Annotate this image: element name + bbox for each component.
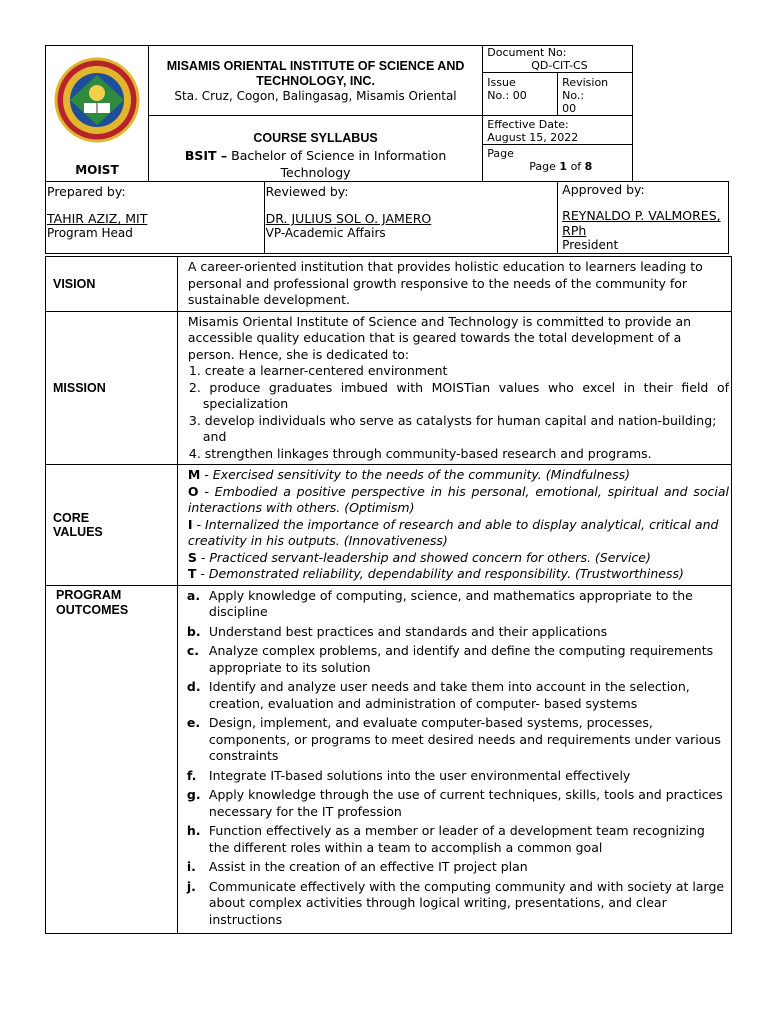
core-value-text: - Internalized the importance of research and able to display analytical, critical and creativity in his outputs. (Innovativeness)	[187, 516, 719, 548]
program-title	[149, 147, 482, 181]
program-outcome-item	[187, 715, 729, 765]
page-current: 1	[559, 160, 568, 174]
core-value-text: - Exercised sensitivity to the needs of the community. (Mindfulness)	[200, 467, 631, 482]
outcome-text: Design, implement, and evaluate computer-based systems, processes, components, or programs to meet desired needs and requirements under various constraints	[208, 715, 721, 763]
program-outcomes-cell	[177, 585, 731, 934]
institution-address: Sta. Cruz, Cogon, Balingasag, Misamis Oriental	[174, 89, 457, 103]
vision-label: VISION	[46, 257, 178, 312]
revision-cell	[558, 73, 633, 116]
program-outcome-item	[187, 823, 729, 856]
effective-date-cell	[483, 116, 633, 145]
outcome-text: Apply knowledge of computing, science, and mathematics appropriate to the discipline	[208, 587, 693, 619]
mission-item: 1. create a learner-centered environment	[188, 363, 448, 378]
page-cell	[483, 145, 633, 182]
core-values-label	[46, 465, 178, 586]
outcome-text: Integrate IT-based solutions into the user environmental effectively	[208, 767, 631, 783]
page-of: of	[570, 160, 582, 174]
core-value-text: - Practiced servant-leadership and showed concern for others. (Service)	[196, 549, 651, 565]
outcome-letter: b.	[186, 623, 201, 639]
syllabus-title-cell	[148, 116, 482, 182]
vision-mission-table	[45, 256, 732, 934]
outcome-text: Understand best practices and standards and their applications	[208, 623, 608, 639]
reviewed-by-role: VP-Academic Affairs	[265, 226, 386, 240]
outcome-text: Apply knowledge through the use of current techniques, skills, tools and practices necessary for the IT profession	[208, 787, 723, 819]
program-outcome-item	[187, 768, 729, 785]
core-values-cell	[177, 465, 731, 586]
core-value-letter: O	[187, 483, 199, 499]
page-number	[487, 160, 628, 173]
mission-item: 3. develop individuals who serve as catalysts for human capital and nation-building; and	[188, 412, 717, 444]
prepared-by-label: Prepared by:	[47, 184, 126, 199]
institution-name: MISAMIS ORIENTAL INSTITUTE OF SCIENCE AND TECHNOLOGY, INC.	[166, 59, 465, 88]
mission-item: 4. strengthen linkages through community-based research and programs.	[188, 445, 652, 461]
mission-intro: Misamis Oriental Institute of Science and Technology is committed to provide an accessible quality education that is geared towards the total development of a person. Hence, she is dedicated to:	[187, 313, 692, 362]
core-value-item	[188, 566, 729, 583]
program-outcome-item	[187, 624, 729, 641]
document-no-value: QD-CIT-CS	[531, 59, 588, 72]
outcome-text: Identify and analyze user needs and take them into account in the selection, creation, evaluation and administration of computer- based systems	[208, 679, 690, 711]
document-no-cell	[483, 46, 633, 73]
vision-row	[46, 257, 732, 312]
outcome-letter: i.	[186, 859, 196, 874]
core-value-item	[188, 517, 729, 550]
core-values-label-line1: CORE	[53, 510, 90, 525]
vision-text: A career-oriented institution that provides holistic education to learners leading to personal and professional growth responsive to the needs of the community for sustainable development.	[177, 257, 731, 312]
outcome-letter: h.	[186, 823, 201, 838]
program-outcome-item	[187, 643, 729, 676]
document-no-label: Document No:	[487, 46, 567, 59]
program-outcome-item	[187, 588, 729, 621]
mission-item: 2. produce graduates imbued with MOISTian values who excel in their field of specialization	[188, 379, 729, 411]
core-values-row	[46, 465, 732, 586]
mission-list	[188, 363, 729, 462]
outcome-text: Function effectively as a member or leader of a development team recognizing the different roles within a team to accomplish a common goal	[208, 823, 705, 855]
prepared-by-role: Program Head	[47, 226, 133, 240]
mission-label: MISSION	[46, 311, 178, 465]
program-outcomes-label	[46, 585, 178, 934]
syllabus-title: COURSE SYLLABUS	[253, 131, 378, 145]
outcome-letter: e.	[186, 715, 201, 730]
core-value-letter: S	[187, 549, 197, 565]
outcome-text: Analyze complex problems, and identify and define the computing requirements appropriate to its solution	[208, 643, 714, 675]
program-outcome-item	[187, 679, 729, 712]
issue-label: Issue	[487, 76, 516, 89]
approved-by-role: President	[562, 238, 619, 252]
prepared-by-name: TAHIR AZIZ, MIT	[47, 211, 148, 226]
page-label: Page	[487, 147, 514, 161]
mission-row	[46, 311, 732, 465]
outcome-letter: d.	[186, 679, 201, 694]
core-value-item	[188, 550, 729, 567]
outcome-letter: g.	[186, 787, 201, 802]
outcome-text: Communicate effectively with the computing community and with society at large about complex activities through logical writing, presentations, and clear instructions	[208, 878, 725, 927]
page-word: Page	[529, 160, 556, 174]
approved-by-label: Approved by:	[562, 182, 645, 197]
program-outcomes-label-line1: PROGRAM	[56, 587, 122, 602]
page-total: 8	[584, 160, 593, 174]
mission-cell	[177, 311, 731, 465]
core-value-item	[188, 467, 729, 484]
approved-by-cell	[558, 182, 729, 254]
program-outcome-item	[187, 787, 729, 820]
program-name: Bachelor of Science in Information Technology	[231, 148, 447, 180]
core-values-label-line2: VALUES	[53, 524, 103, 539]
program-outcomes-row	[46, 585, 732, 934]
core-value-letter: T	[187, 566, 197, 581]
reviewed-by-cell	[264, 182, 558, 254]
institution-seal-logo	[52, 55, 142, 145]
effective-date-label: Effective Date:	[487, 118, 569, 131]
approved-by-name: REYNALDO P. VALMORES, RPh	[562, 208, 721, 238]
issue-no: No.: 00	[487, 89, 527, 102]
outcome-letter: a.	[186, 587, 201, 603]
core-value-item	[188, 484, 729, 517]
revision-label: Revision No.:	[562, 76, 609, 102]
core-value-text: - Embodied a positive perspective in his personal, emotional, spiritual and social interactions with others. (Optimism)	[187, 483, 729, 515]
logo-caption: MOIST	[75, 163, 119, 177]
core-value-letter: I	[187, 516, 193, 532]
issue-cell	[483, 73, 558, 116]
outcome-text: Assist in the creation of an effective IT project plan	[208, 859, 528, 874]
effective-date: August 15, 2022	[487, 131, 579, 144]
outcome-letter: c.	[186, 643, 200, 658]
reviewed-by-name: DR. JULIUS SOL O. JAMERO	[265, 211, 432, 226]
program-code: BSIT –	[184, 148, 228, 163]
core-value-text: - Demonstrated reliability, dependability and responsibility. (Trustworthiness)	[196, 566, 684, 581]
document-header	[45, 45, 729, 254]
logo-cell	[46, 46, 149, 182]
outcome-letter: j.	[186, 878, 196, 894]
reviewed-by-label: Reviewed by:	[265, 184, 349, 199]
outcome-letter: f.	[186, 767, 197, 783]
program-outcomes-label-line2: OUTCOMES	[56, 602, 129, 617]
core-value-letter: M	[187, 467, 201, 482]
institution-cell	[148, 46, 482, 116]
program-outcome-item	[187, 879, 729, 929]
revision-no: 00	[562, 102, 577, 115]
program-outcome-item	[187, 859, 729, 876]
prepared-by-cell	[46, 182, 265, 254]
